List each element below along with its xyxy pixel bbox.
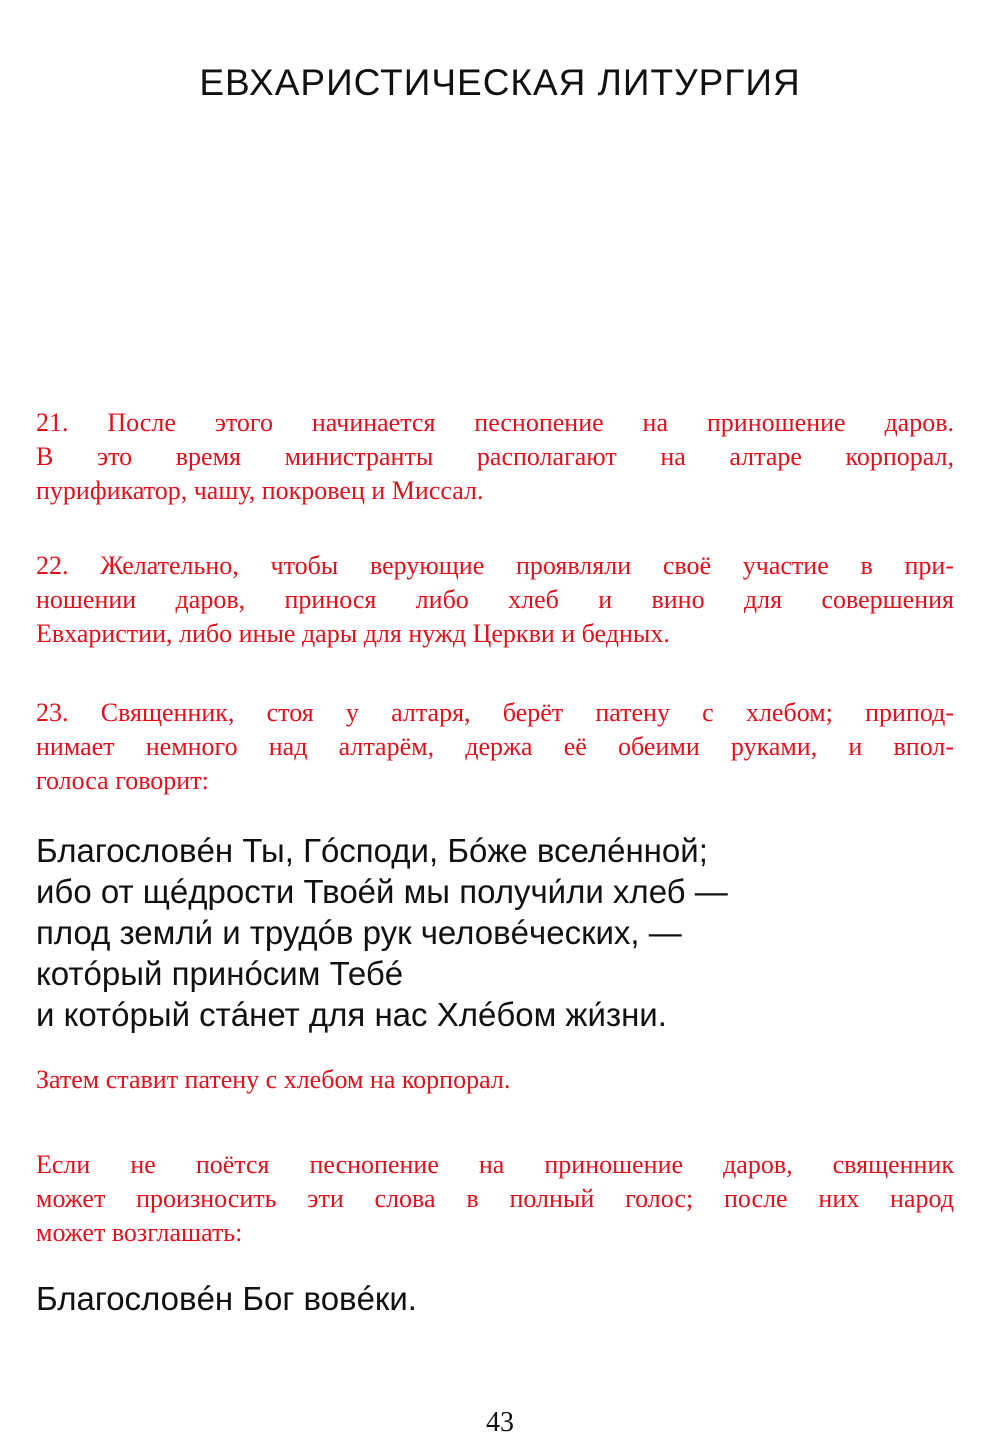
rubric-23 — [36, 696, 954, 798]
rubric-place-paten — [36, 1063, 954, 1097]
prayer-line-1: Благословéн Ты, Гóсподи, Бóже вселéнной; — [36, 832, 708, 869]
rubric-22-line-3: Евхаристии, либо иные дары для нужд Церкви и бедных. — [36, 619, 670, 648]
rubric-23-line-2: нимает немного над алтарём, держа её обеими руками, и впол- — [36, 732, 954, 761]
prayer-response — [36, 1278, 956, 1319]
rubric-21-line-1: 21. После этого начинается песнопение на приношение даров. — [36, 408, 954, 437]
rubric-place-paten-line-1: Затем ставит патену с хлебом на корпорал. — [36, 1065, 511, 1094]
rubric-22-line-2: ношении даров, принося либо хлеб и вино для совершения — [36, 585, 954, 614]
rubric-21-line-2: В это время министранты располагают на алтаре корпорал, — [36, 442, 954, 471]
prayer-blessing-bread — [36, 830, 956, 1035]
page-title: ЕВХАРИСТИЧЕСКАЯ ЛИТУРГИЯ — [199, 62, 801, 103]
rubric-if-not-sung-line-3: может возглашать: — [36, 1218, 243, 1247]
prayer-line-5: и котóрый стáнет для нас Хлéбом жи́зни. — [36, 996, 667, 1033]
rubric-22-line-1: 22. Желательно, чтобы верующие проявляли своё участие в при- — [36, 551, 954, 580]
prayer-line-3: плод земли́ и трудóв рук человéческих, — — [36, 914, 682, 951]
rubric-21 — [36, 406, 954, 508]
page-number: 43 — [486, 1407, 514, 1438]
rubric-22 — [36, 549, 954, 651]
rubric-if-not-sung — [36, 1148, 954, 1250]
rubric-if-not-sung-line-2: может произносить эти слова в полный голос; после них народ — [36, 1184, 954, 1213]
rubric-if-not-sung-line-1: Если не поётся песнопение на приношение даров, священник — [36, 1150, 954, 1179]
response-line-1: Благословéн Бог вовéки. — [36, 1280, 417, 1317]
rubric-23-line-3: голоса говорит: — [36, 766, 209, 795]
rubric-21-line-3: пурификатор, чашу, покровец и Миссал. — [36, 476, 484, 505]
prayer-line-4: котóрый принóсим Тебé — [36, 955, 404, 992]
rubric-23-line-1: 23. Священник, стоя у алтаря, берёт патену с хлебом; припод- — [36, 698, 954, 727]
prayer-line-2: ибо от щéдрости Твоéй мы получи́ли хлеб — — [36, 873, 728, 910]
